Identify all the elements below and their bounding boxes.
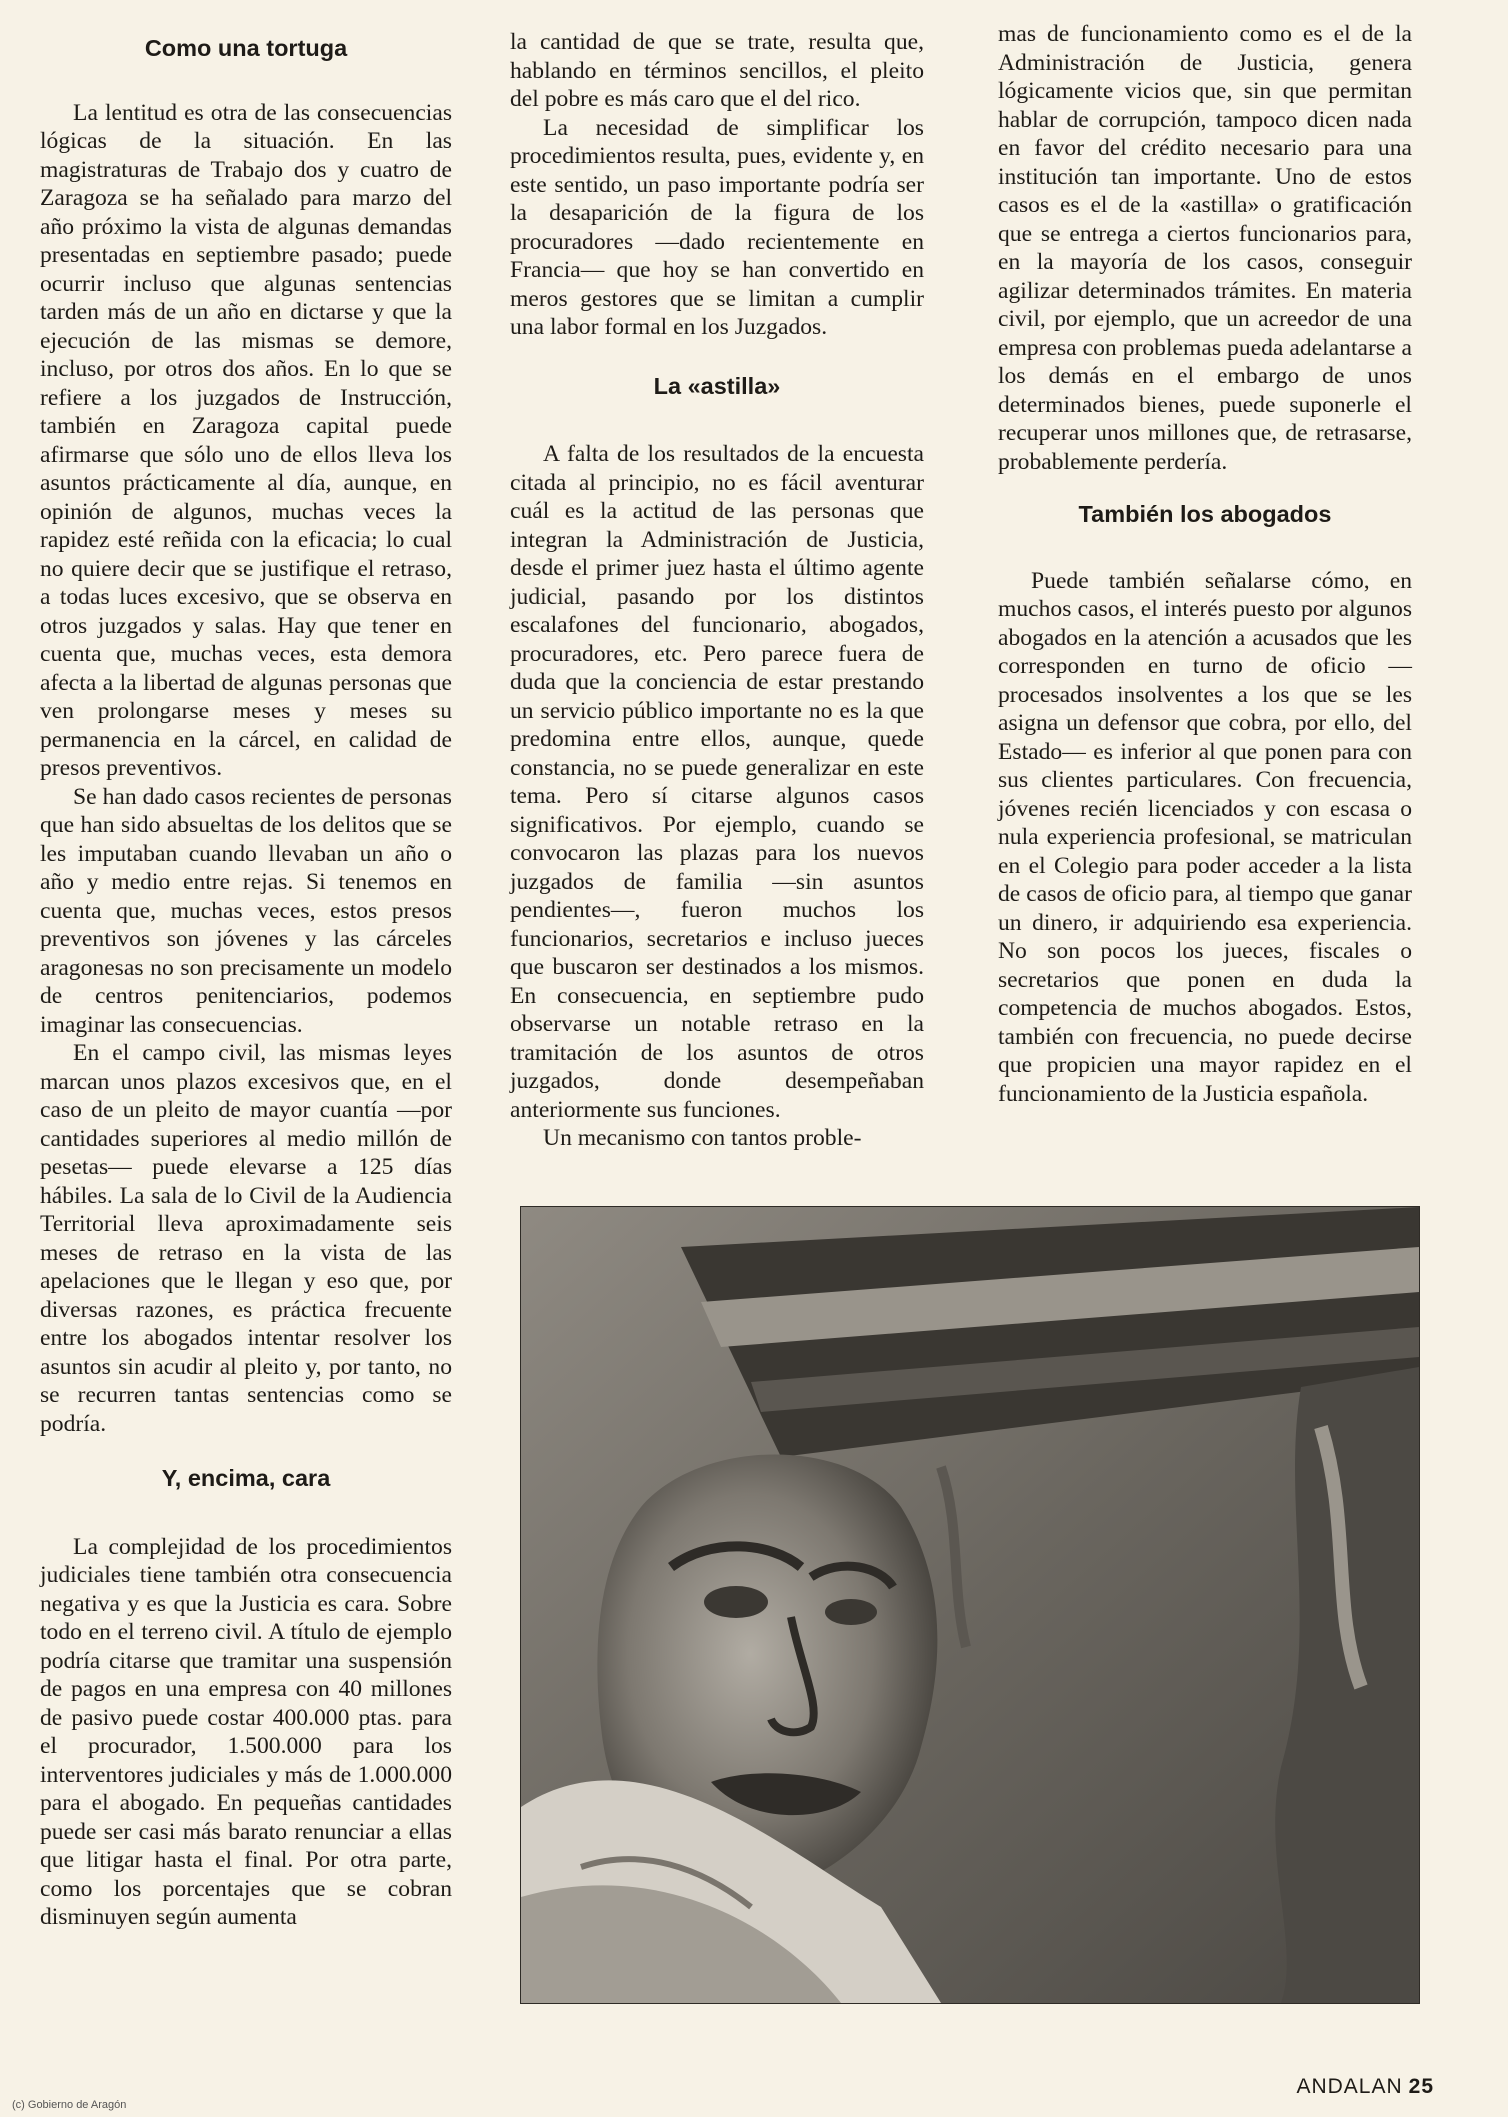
copyright-credit: (c) Gobierno de Aragón bbox=[12, 2099, 127, 2111]
paragraph: La necesidad de simplificar los procedimientos resulta, pues, evidente y, en este sentido, un paso importante podría ser la desaparición de la figura de los procuradores —dado recientemente en Francia— que hoy se han convertido en meros gestores que se limitan a cumplir una labor formal en los Juzgados. bbox=[510, 114, 924, 340]
paragraph-continued: mas de funcionamiento como es el de la Administración de Justicia, genera lógicamente vicios que, sin que permitan hablar de corrupción, tampoco dicen nada en favor del crédito necesario para una institución tan importante. Uno de estos casos es el de la «astilla» o gratificación que se entrega a ciertos funcionarios para, en la mayoría de los casos, conseguir agilizar determinados trámites. En materia civil, por ejemplo, que un acreedor de una empresa con problemas pueda adelantarse a los demás en el embargo de unos determinados bienes, puede suponerle el recuperar unos millones que, de retrasarse, probablemente perdería. bbox=[998, 21, 1412, 475]
paragraph: La complejidad de los procedimientos judiciales tiene también otra consecuencia negativa y es que la Justicia es cara. Sobre todo en el terreno civil. A título de ejemplo podría citarse que tramitar una suspensión de pagos en una empresa con 40 millones de pasivo puede costar 400.000 ptas. para el procurador, 1.500.000 para los interventores judiciales y más de 1.000.000 para el abogado. En pequeñas cantidades puede ser casi más barato renunciar a ellas que litigar hasta el final. Por otra parte, como los porcentajes que se cobran disminuyen según aumenta bbox=[40, 1533, 452, 1930]
paragraph: Se han dado casos recientes de personas que han sido absueltas de los delitos que se les imputaban cuando llevaban un año o año y medio entre rejas. Si tenemos en cuenta que, muchas veces, estos presos preventivos son jóvenes y las cárceles aragonesas no son precisamente un modelo de centros penitenciarios, podemos imaginar las consecuencias. bbox=[40, 783, 452, 1038]
paragraph: En el campo civil, las mismas leyes marcan unos plazos excesivos que, en el caso de un pleito de mayor cuantía —por cantidades superiores al medio millón de pesetas— puede elevarse a 125 días hábiles. La sala de lo Civil de la Audiencia Territorial lleva aproximadamente seis meses de retraso en la vista de las apelaciones que le llegan y eso que, por diversas razones, es práctica frecuente entre los abogados intentar resolver los asuntos sin acudir al pleito y, por tanto, no se recurren tantas sentencias como se podría. bbox=[40, 1040, 452, 1437]
paragraph-continued: la cantidad de que se trate, resulta que, hablando en términos sencillos, el pleito del pobre es más caro que el del rico. bbox=[510, 29, 924, 112]
column-right bbox=[998, 20, 1412, 1108]
magazine-name: ANDALAN bbox=[1296, 2075, 1403, 2098]
column-middle bbox=[510, 28, 924, 1153]
paragraph: Puede también señalarse cómo, en muchos casos, el interés puesto por algunos abogados en la atención a acusados que les corresponden en turno de oficio —procesados insolventes a los que se les asigna un defensor que cobra, por ello, del Estado— es inferior al que ponen para con sus clientes particulares. Con frecuencia, jóvenes recién licenciados y con escasa o nula experiencia profesional, se matriculan en el Colegio para poder acceder a la lista de casos de oficio para, al tiempo que ganar un dinero, ir adquiriendo esa experiencia. No son pocos los jueces, fiscales o secretarios que ponen en duda la competencia de muchos abogados. Estos, también con frecuencia, no puede decirse que propicien una mayor rapidez en el funcionamiento de la Justicia española. bbox=[998, 567, 1412, 1107]
section-heading-tambien-los-abogados: También los abogados bbox=[1078, 501, 1332, 527]
section-heading-y-encima-cara: Y, encima, cara bbox=[161, 1465, 331, 1491]
page-footer bbox=[1296, 2075, 1434, 2099]
paragraph: Un mecanismo con tantos proble- bbox=[543, 1125, 862, 1151]
page-number: 25 bbox=[1408, 2075, 1434, 2098]
section-heading-la-astilla: La «astilla» bbox=[653, 372, 781, 399]
paragraph: A falta de los resultados de la encuesta citada al principio, no es fácil aventurar cuál es la actitud de las personas que integran la Administración de Justicia, desde el primer juez hasta el último agente judicial, pasando por los distintos escalafones del funcionario, abogados, procuradores, etc. Pero parece fuera de duda que la conciencia de estar prestando un servicio público importante no es la que predomina entre ellos, aunque, quede constancia, no se puede generalizar en este tema. Pero sí citarse algunos casos significativos. Por ejemplo, cuando se convocaron las plazas para los nuevos juzgados de familia —sin asuntos pendientes—, fueron muchos los funcionarios, secretarios e incluso jueces que buscaron ser destinados a los mismos. En consecuencia, en septiembre pudo observarse un notable retraso en la tramitación de los asuntos de otros juzgados, donde desempeñaban anteriormente sus funciones. bbox=[510, 441, 924, 1123]
section-heading-como-una-tortuga: Como una tortuga bbox=[144, 35, 348, 61]
gargoyle-illustration bbox=[521, 1207, 1419, 2003]
stone-gargoyle-photo bbox=[520, 1206, 1420, 2004]
column-left bbox=[40, 34, 452, 1932]
paragraph: La lentitud es otra de las consecuencias lógicas de la situación. En las magistraturas de Trabajo dos y cuatro de Zaragoza se ha señalado para marzo del año próximo la vista de algunas demandas presentadas en septiembre pasado; puede ocurrir incluso que algunas sentencias tarden más de un año en dictarse y que la ejecución de las mismas se demore, incluso, por otros dos años. En lo que se refiere a los juzgados de Instrucción, también en Zaragoza capital puede afirmarse que sólo uno de ellos lleva los asuntos prácticamente al día, aunque, en opinión de algunos, muchas veces la rapidez esté reñida con la eficacia; lo cual no quiere decir que se justifique el retraso, a todas luces excesivo, que se observa en otros juzgados y salas. Hay que tener en cuenta que, muchas veces, esta demora afecta a la libertad de algunas personas que ven prolongarse meses y meses su permanencia en la cárcel, en calidad de presos preventivos. bbox=[40, 99, 452, 781]
